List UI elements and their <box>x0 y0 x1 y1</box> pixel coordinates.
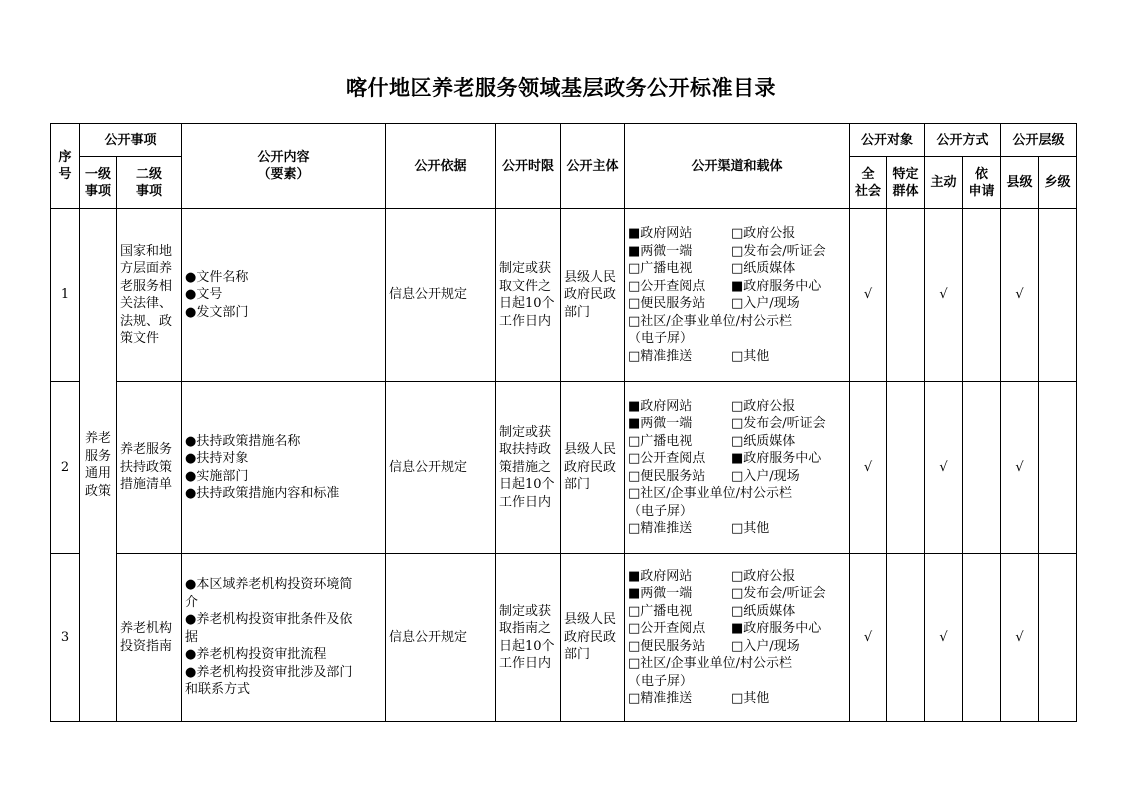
header-level-county: 县级 <box>1001 157 1039 209</box>
content-item: ●扶持对象 <box>185 451 249 466</box>
table-row <box>51 554 1077 722</box>
header-audience-all: 全 社会 <box>850 157 887 209</box>
channel-option: □广播电视 <box>628 433 693 449</box>
level2-item: 养老机构 投资指南 <box>117 554 182 722</box>
time-cell: 制定或获 取指南之 日起10个 工作日内 <box>496 554 561 722</box>
channel-option: ■政府网站 <box>628 568 693 584</box>
catalog-table <box>50 123 1077 722</box>
row-seq: 2 <box>51 382 80 554</box>
subject-cell: 县级人民 政府民政 部门 <box>561 382 625 554</box>
header-audience-special: 特定 群体 <box>887 157 925 209</box>
header-subject: 公开主体 <box>561 124 625 209</box>
content-item: ●扶持政策措施内容和标准 <box>185 486 340 501</box>
level2-item: 养老服务 扶持政策 措施清单 <box>117 382 182 554</box>
channel-option: □精准推送 <box>628 348 693 364</box>
time-cell: 制定或获 取文件之 日起10个 工作日内 <box>496 209 561 382</box>
check-cell-lv-county: √ <box>1001 209 1039 382</box>
check-cell-aud-special <box>887 209 925 382</box>
header-level1: 一级 事项 <box>80 157 117 209</box>
content-item: ●发文部门 <box>185 304 249 320</box>
channel-option: □社区/企事业单位/村公示栏 <box>628 656 793 671</box>
check-cell-aud-special <box>887 382 925 554</box>
channel-note: （电子屏） <box>628 503 694 519</box>
channel-option: □广播电视 <box>628 261 693 276</box>
content-cell <box>182 554 386 722</box>
check-cell-lv-county: √ <box>1001 554 1039 722</box>
channel-note: （电子屏） <box>628 673 694 689</box>
header-time: 公开时限 <box>496 124 561 209</box>
channel-option: □精准推送 <box>628 691 693 706</box>
content-item: ●扶持政策措施名称 <box>185 433 301 449</box>
channel-option: □政府公报 <box>731 226 796 241</box>
channel-option: □发布会/听证会 <box>731 243 826 259</box>
channel-note: （电子屏） <box>628 331 694 346</box>
header-matter: 公开事项 <box>80 124 182 157</box>
channel-cell <box>625 382 850 554</box>
content-item: ●实施部门 <box>185 468 249 484</box>
header-method-request: 依 申请 <box>963 157 1001 209</box>
channel-option: □入户/现场 <box>731 638 800 654</box>
header-method-active: 主动 <box>925 157 963 209</box>
table-row <box>51 382 1077 554</box>
channel-option: □发布会/听证会 <box>731 416 826 431</box>
header-method: 公开方式 <box>925 124 1001 157</box>
channel-option: ■两微一端 <box>628 416 693 431</box>
channel-option: □入户/现场 <box>731 468 800 484</box>
content-item: ●养老机构投资审批条件及依 据 <box>185 612 353 645</box>
channel-option: □其他 <box>731 348 770 364</box>
channel-option: □社区/企事业单位/村公示栏 <box>628 313 793 329</box>
channel-option: □广播电视 <box>628 603 693 619</box>
header-level2: 二级 事项 <box>117 157 182 209</box>
time-cell: 制定或获 取扶持政 策措施之 日起10个 工作日内 <box>496 382 561 554</box>
channel-option: □便民服务站 <box>628 638 706 654</box>
channel-option: □便民服务站 <box>628 468 706 484</box>
basis-cell: 信息公开规定 <box>386 209 496 382</box>
content-item: ●文件名称 <box>185 269 249 285</box>
row-seq: 3 <box>51 554 80 722</box>
level1-item: 养老 服务 通用 政策 <box>80 209 117 722</box>
page-title: 喀什地区养老服务领域基层政务公开标准目录 <box>346 76 776 100</box>
channel-option: □纸质媒体 <box>731 433 796 449</box>
channel-option: ■两微一端 <box>628 586 693 601</box>
basis-cell: 信息公开规定 <box>386 554 496 722</box>
channel-option: □便民服务站 <box>628 296 706 311</box>
channel-option: ■政府网站 <box>628 226 693 241</box>
check-cell-aud-all: √ <box>850 554 887 722</box>
channel-option: □纸质媒体 <box>731 603 796 619</box>
channel-option: ■政府服务中心 <box>731 278 822 294</box>
check-cell-aud-special <box>887 554 925 722</box>
channel-option: □发布会/听证会 <box>731 586 826 601</box>
channel-cell <box>625 209 850 382</box>
channel-option: □政府公报 <box>731 398 796 414</box>
content-item: ●文号 <box>185 287 223 303</box>
channel-option: □社区/企事业单位/村公示栏 <box>628 486 793 501</box>
header-basis: 公开依据 <box>386 124 496 209</box>
channel-option: □公开查阅点 <box>628 278 706 294</box>
channel-option: ■政府服务中心 <box>731 621 822 636</box>
header-channel: 公开渠道和载体 <box>625 124 850 209</box>
subject-cell: 县级人民 政府民政 部门 <box>561 554 625 722</box>
channel-option: □其他 <box>731 691 770 706</box>
channel-option: ■政府服务中心 <box>731 451 822 466</box>
header-level-town: 乡级 <box>1039 157 1077 209</box>
channel-option: ■两微一端 <box>628 243 693 259</box>
basis-cell: 信息公开规定 <box>386 382 496 554</box>
header-content: 公开内容 （要素） <box>182 124 386 209</box>
channel-option: □精准推送 <box>628 521 693 536</box>
check-cell-m-active: √ <box>925 554 963 722</box>
content-cell <box>182 209 386 382</box>
header-level: 公开层级 <box>1001 124 1077 157</box>
channel-option: □其他 <box>731 521 770 536</box>
row-seq: 1 <box>51 209 80 382</box>
content-item: ●本区域养老机构投资环境简 介 <box>185 577 353 610</box>
channel-option: □纸质媒体 <box>731 261 796 276</box>
header-seq: 序 号 <box>51 124 80 209</box>
check-cell-aud-all: √ <box>850 209 887 382</box>
channel-option: ■政府网站 <box>628 398 693 414</box>
channel-option: □入户/现场 <box>731 296 800 311</box>
check-cell-lv-county: √ <box>1001 382 1039 554</box>
check-cell-m-active: √ <box>925 209 963 382</box>
check-cell-m-request <box>963 382 1001 554</box>
content-item: ●养老机构投资审批涉及部门 和联系方式 <box>185 664 353 698</box>
channel-option: □公开查阅点 <box>628 621 706 636</box>
check-cell-aud-all: √ <box>850 382 887 554</box>
check-cell-lv-town <box>1039 554 1077 722</box>
channel-option: □公开查阅点 <box>628 451 706 466</box>
check-cell-m-active: √ <box>925 382 963 554</box>
check-cell-lv-town <box>1039 382 1077 554</box>
channel-cell <box>625 554 850 722</box>
content-item: ●养老机构投资审批流程 <box>185 647 327 663</box>
content-cell <box>182 382 386 554</box>
subject-cell: 县级人民 政府民政 部门 <box>561 209 625 382</box>
check-cell-m-request <box>963 209 1001 382</box>
level2-item: 国家和地 方层面养 老服务相 关法律、 法规、政 策文件 <box>117 209 182 382</box>
header-audience: 公开对象 <box>850 124 925 157</box>
channel-option: □政府公报 <box>731 568 796 584</box>
check-cell-m-request <box>963 554 1001 722</box>
check-cell-lv-town <box>1039 209 1077 382</box>
table-row <box>51 209 1077 382</box>
